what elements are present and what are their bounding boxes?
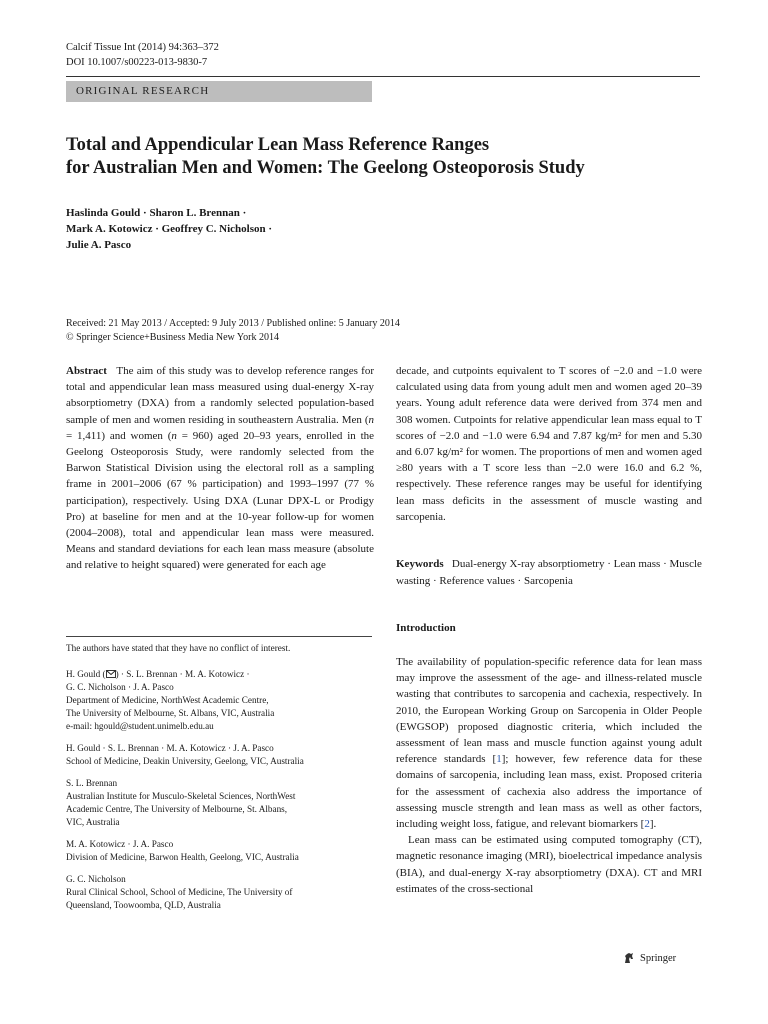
publisher-logo [622, 951, 676, 965]
affiliation-line [66, 668, 372, 681]
article-title [66, 134, 706, 180]
affiliation-line: Rural Clinical School, School of Medicine, The University of [66, 887, 293, 897]
affiliation-group [66, 777, 372, 829]
header-rule [66, 76, 700, 77]
affiliation-group [66, 838, 372, 864]
affiliation-line: S. L. Brennan [66, 778, 118, 788]
intro-text: ]; however, few reference data for these domains of sarcopenia, including lean mass, exist. Proposed criteria for the assessment of cachexia also address the importance of assessing muscle strength and lean mass as well as other factors, including weight loss, fatigue, and relevant biomarkers [ [396, 753, 702, 831]
citation-link[interactable]: 1 [496, 753, 502, 766]
affiliation-line: Australian Institute for Musculo-Skeletal Sciences, NorthWest [66, 791, 296, 801]
affiliation-line: H. Gould · S. L. Brennan · M. A. Kotowicz · J. A. Pasco [66, 743, 274, 753]
springer-horse-icon [622, 951, 636, 965]
footnotes [66, 642, 372, 912]
envelope-icon [106, 670, 116, 678]
email-link[interactable]: e-mail: hgould@student.unimelb.edu.au [66, 721, 214, 731]
introduction-body [396, 654, 702, 897]
n-symbol: n [171, 429, 177, 442]
affiliation-group [66, 873, 372, 912]
affiliation-line: Academic Centre, The University of Melbourne, St. Albans, [66, 804, 288, 814]
affiliation-text: ) · S. L. Brennan · M. A. Kotowicz · [115, 669, 250, 679]
conflict-statement: The authors have stated that they have no conflict of interest. [66, 643, 291, 653]
intro-text: ]. [649, 818, 657, 831]
authors-line-2: Mark A. Kotowicz · Geoffrey C. Nicholson · [66, 223, 273, 235]
intro-paragraph-2: Lean mass can be estimated using computed tomography (CT), magnetic resonance imaging (MRI), bioelectrical impedance analysis (BIA), and dual-energy X-ray absorptiometry (DXA). CT and MRI estimates of the cross-sectional [396, 834, 702, 895]
introduction-heading: Introduction [396, 622, 456, 634]
affiliation-line: VIC, Australia [66, 817, 120, 827]
journal-citation: Calcif Tissue Int (2014) 94:363–372 [66, 42, 219, 53]
affiliation-text: H. Gould ( [66, 669, 106, 679]
doi[interactable]: DOI 10.1007/s00223-013-9830-7 [66, 57, 208, 68]
title-line-1: Total and Appendicular Lean Mass Reference Ranges [66, 135, 490, 155]
intro-paragraph-1 [396, 654, 702, 832]
abstract-right: decade, and cutpoints equivalent to T scores of −2.0 and −1.0 were calculated using data from young adult men and women aged 20–39 years. Young adult reference data were derived from 374 men and 308 women. Cutpoints for relative appendicular lean mass equal to T scores of −2.0 and −1.0 were 6.94 and 7.87 kg/m² for men and 5.30 and 6.07 kg/m² for women. The proportions of men and women aged ≥80 years with a T score less than −2.0 were 16.0 and 6.2 %, respectively. These reference ranges may be useful for identifying lean mass deficits in the assessment of muscle wasting and sarcopenia. [396, 365, 702, 523]
authors-line-1: Haslinda Gould · Sharon L. Brennan · [66, 207, 247, 219]
affiliation-line: G. C. Nicholson [66, 874, 126, 884]
affiliation-line: Division of Medicine, Barwon Health, Geelong, VIC, Australia [66, 852, 299, 862]
affiliation-line: Department of Medicine, NorthWest Academic Centre, [66, 695, 269, 705]
section-label: ORIGINAL RESEARCH [66, 81, 372, 102]
title-line-2: for Australian Men and Women: The Geelong Osteoporosis Study [66, 158, 585, 178]
abstract-text-1: The aim of this study was to develop reference ranges for total and appendicular lean mass measured using dual-energy X-ray absorptiometry (DXA) from a randomly selected population-based sample of men and women residing in southeastern Australia. Men ( [66, 365, 374, 426]
affiliation-group [66, 668, 372, 733]
journal-meta [66, 40, 219, 70]
keywords [396, 556, 702, 590]
intro-text: The availability of population-specific reference data for lean mass may improve the assessment of the age- and illness-related muscle wasting that contributes to sarcopenia and cachexia, respectively. In 2010, the European Working Group on Sarcopenia in Older People (EWGSOP) proposed diagnostic criteria, which included the assessment of lean mass and muscle function against young adult reference standards [ [396, 656, 702, 766]
footnote-rule [66, 636, 372, 637]
affiliation-line: M. A. Kotowicz · J. A. Pasco [66, 839, 174, 849]
abstract-text-2: = 1,411) and women ( [66, 429, 172, 442]
citation-link[interactable]: 2 [644, 818, 650, 831]
keywords-text: Dual-energy X-ray absorptiometry · Lean mass · Muscle wasting · Reference values · Sarcopenia [396, 558, 702, 587]
abstract-label: Abstract [66, 365, 107, 377]
publication-dates [66, 317, 400, 345]
affiliation-line: The University of Melbourne, St. Albans, VIC, Australia [66, 708, 275, 718]
n-symbol: n [368, 413, 374, 426]
copyright: © Springer Science+Business Media New York 2014 [66, 332, 279, 343]
author-list [66, 205, 272, 253]
keywords-label: Keywords [396, 558, 444, 570]
authors-line-3: Julie A. Pasco [66, 239, 132, 251]
affiliation-group [66, 742, 372, 768]
publisher-name: Springer [640, 952, 677, 964]
abstract-left [66, 363, 374, 574]
affiliation-line: School of Medicine, Deakin University, Geelong, VIC, Australia [66, 756, 304, 766]
history-dates: Received: 21 May 2013 / Accepted: 9 July 2013 / Published online: 5 January 2014 [66, 318, 400, 329]
abstract-text-3: = 960) aged 20–93 years, enrolled in the Geelong Osteoporosis Study, were randomly selected from the Barwon Statistical Division using the electoral roll as a sampling frame in 2001–2006 (67 % participation) and 1993–1997 (77 % participation), respectively. Using DXA (Lunar DPX-L or Prodigy Pro) at baseline for men and at the 10-year follow-up for women (2004–2008), total and appendicular lean mass were measured. Means and standard deviations for each lean mass measure (absolute and relative to height squared) were generated for each age [66, 429, 375, 572]
affiliation-line: G. C. Nicholson · J. A. Pasco [66, 682, 174, 692]
affiliation-line: Queensland, Toowoomba, QLD, Australia [66, 900, 221, 910]
